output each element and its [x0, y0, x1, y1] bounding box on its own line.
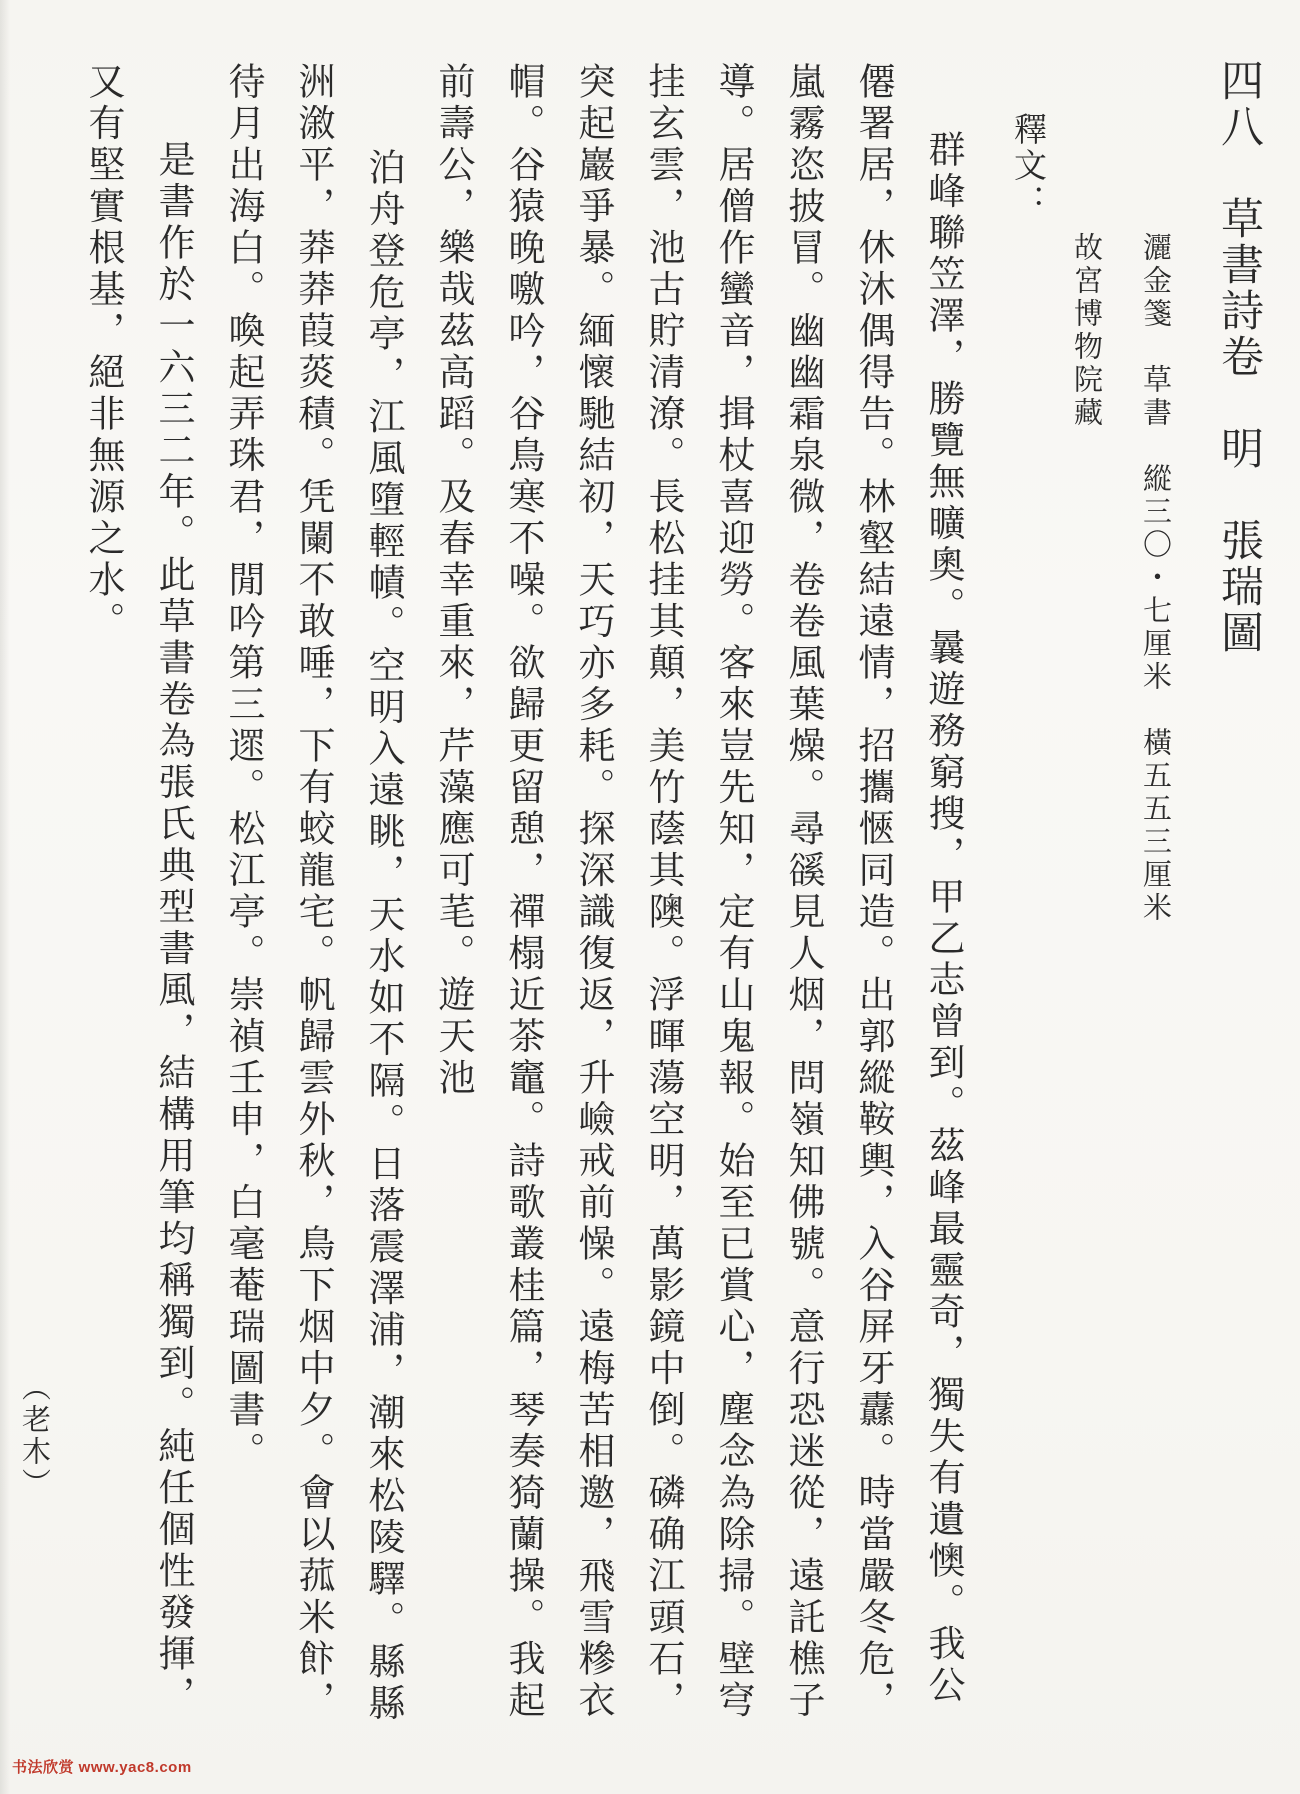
material-size-info: 灑金箋 草書 縱三〇・七厘米 橫五五三厘米 [1139, 232, 1171, 925]
transcription-column-13: 又有堅實根基，絕非無源之水。 [82, 62, 123, 643]
transcription-column-8: 前壽公，樂哉茲高蹈。及春幸重來，芹藻應可芼。遊天池 [432, 62, 473, 1100]
transcription-column-2: 僊署居，休沐偶得告。林壑結遠情，招攜愜同造。出郭縱鞍輿，入谷屏牙纛。時當嚴冬危， [852, 62, 893, 1722]
transcription-column-5: 挂玄雲，池古貯清潦。長松挂其顛，美竹蔭其隩。浮暉蕩空明，萬影鏡中倒。磷确江頭石， [642, 62, 683, 1722]
transcription-label: 釋文： [1009, 112, 1045, 220]
site-watermark: 书法欣赏 www.yac8.com [12, 1759, 192, 1776]
transcription-column-10: 洲漵平，莽莽葭菼積。凭闌不敢唾，下有蛟龍宅。帆歸雲外秋，鳥下烟中夕。會以菰米飰， [292, 62, 333, 1722]
commentator-signature: （老木） [18, 1372, 50, 1500]
transcription-column-1: 群峰聯笠澤，勝覽無曠奧。曩遊務窮搜，甲乙志曾到。茲峰最靈奇，獨失有遺懊。我公 [922, 130, 963, 1707]
collection-info: 故宮博物院藏 [1070, 232, 1102, 430]
transcription-column-4: 導。居僧作蠻音，揖杖喜迎勞。客來豈先知，定有山鬼報。始至已賞心，塵念為除掃。壁穹 [712, 62, 753, 1722]
transcription-column-6: 突起巖爭暴。緬懷馳結初，天巧亦多耗。探深識復返，升嶮戒前懆。遠梅苦相邀，飛雪糝衣 [572, 62, 613, 1722]
scan-edge-shadow [0, 0, 10, 1794]
transcription-column-12: 是書作於一六三二年。此草書卷為張氏典型書風，結構用筆均稱獨到。純任個性發揮， [152, 140, 193, 1717]
transcription-column-7: 帽。谷猿晚噭吟，谷鳥寒不噪。欲歸更留憩，禪榻近茶竈。詩歌叢桂篇，琴奏猗蘭操。我起 [502, 62, 543, 1722]
page-title: 四八 草書詩卷 明 張瑞圖 [1215, 58, 1262, 656]
transcription-column-3: 嵐霧恣披冒。幽幽霜泉微，卷卷風葉燥。尋豀見人烟，問嶺知佛號。意行恐迷從，遠託樵子 [782, 62, 823, 1722]
transcription-column-11: 待月出海白。喚起弄珠君，閒吟第三遝。松江亭。崇禎壬申，白毫菴瑞圖書。 [222, 62, 263, 1473]
transcription-column-9: 泊舟登危亭，江風墮輕幘。空明入遠眺，天水如不隔。日落震澤浦，潮來松陵驛。縣縣 [362, 148, 403, 1725]
